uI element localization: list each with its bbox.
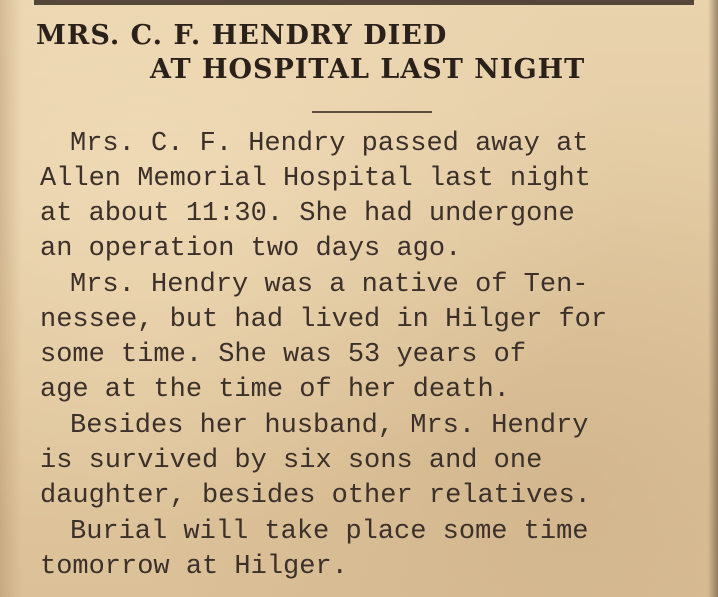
body-line: Allen Memorial Hospital last night — [40, 164, 591, 194]
body-line: nessee, but had lived in Hilger for — [40, 305, 608, 335]
body-line: Mrs. Hendry was a native of Ten- — [70, 270, 589, 300]
body-line: an operation two days ago. — [40, 234, 462, 264]
headline-line-1: MRS. C. F. HENDRY DIED — [36, 20, 448, 51]
body-line: Burial will take place some time — [70, 517, 589, 547]
top-rule — [34, 0, 694, 5]
body-line: at about 11:30. She had undergone — [40, 199, 575, 229]
headline-line-2: AT HOSPITAL LAST NIGHT — [150, 54, 586, 85]
paper-right-edge — [708, 0, 718, 597]
paper-left-edge — [0, 0, 22, 597]
body-line: age at the time of her death. — [40, 375, 510, 405]
headline-divider — [312, 111, 432, 113]
body-line: some time. She was 53 years of — [40, 340, 527, 370]
body-line: Besides her husband, Mrs. Hendry — [70, 411, 589, 441]
body-line: daughter, besides other relatives. — [40, 481, 591, 511]
body-line: is survived by six sons and one — [40, 446, 543, 476]
body-line: tomorrow at Hilger. — [40, 552, 348, 582]
body-line: Mrs. C. F. Hendry passed away at — [70, 129, 589, 159]
